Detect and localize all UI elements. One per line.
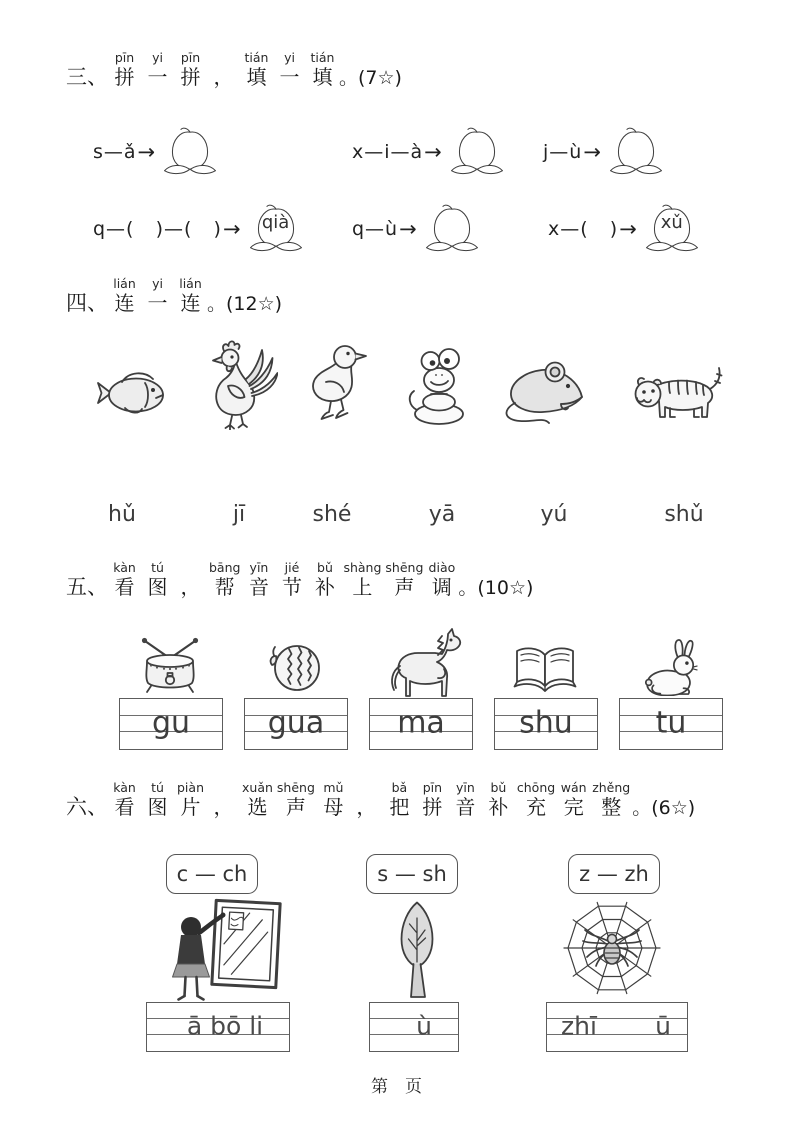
initial-options[interactable]: z — zh: [568, 854, 660, 894]
rabbit-icon: [641, 638, 699, 696]
ruby-char: chōng 充: [516, 780, 556, 819]
syllable-text: tu: [655, 705, 687, 741]
ruby-char: piàn 片: [177, 780, 204, 819]
answer-writing-grid[interactable]: [369, 1002, 459, 1052]
spider-web-icon: [560, 898, 665, 1001]
picture-tree: [382, 900, 452, 1004]
syllable-text: gua: [267, 705, 325, 741]
answer-text: ù: [416, 1011, 432, 1041]
blend-item: [93, 197, 310, 261]
section3-score: 。(7☆): [339, 67, 402, 89]
section6-title: [66, 780, 695, 821]
match-word[interactable]: jī: [232, 502, 246, 527]
animal-duck[interactable]: [308, 342, 368, 432]
section6-title-text: [108, 780, 632, 821]
syllable-text: shu: [519, 705, 573, 741]
peach-icon: [602, 122, 670, 182]
ruby-char: xuǎn 选: [242, 780, 273, 819]
ruby-char: kàn 看: [113, 780, 136, 819]
peach-answer-blank[interactable]: [638, 199, 706, 259]
match-word[interactable]: yú: [540, 502, 568, 527]
ruby-char: bǔ 补: [314, 560, 335, 599]
match-word[interactable]: shé: [312, 502, 352, 527]
ruby-char: shēng 声: [385, 560, 424, 599]
blend-label: j—ù: [543, 141, 583, 163]
ruby-char: lián 连: [179, 276, 202, 315]
peach-answer-text: xǔ: [660, 212, 683, 233]
section3-title: [66, 50, 402, 91]
ruby-char: ，: [213, 67, 234, 89]
tone-writing-grid[interactable]: [494, 698, 598, 750]
answer-text: [561, 1012, 671, 1041]
animal-tiger[interactable]: [628, 356, 723, 430]
initial-options[interactable]: c — ch: [166, 854, 258, 894]
snake-icon: [406, 346, 472, 428]
ruby-char: wán 完: [560, 780, 587, 819]
tone-writing-grid[interactable]: [119, 698, 223, 750]
animal-fish[interactable]: [95, 365, 167, 425]
picture-book: [513, 644, 577, 700]
syllable-text: ma: [397, 705, 445, 741]
ruby-char: mǔ 母: [323, 780, 344, 819]
picture-drum: [138, 636, 202, 698]
ruby-char: tián 填: [310, 50, 335, 89]
animal-snake[interactable]: [406, 346, 472, 432]
section3-title-text: [108, 50, 339, 91]
ruby-char: yīn 音: [455, 780, 476, 819]
peach-answer-blank[interactable]: [602, 122, 670, 182]
ruby-char: lián 连: [113, 276, 136, 315]
arrow-icon: →: [583, 140, 601, 164]
ruby-char: yi 一: [147, 276, 168, 315]
peach-answer-blank[interactable]: [443, 122, 511, 182]
ruby-char: tián 填: [244, 50, 269, 89]
blend-item: [543, 120, 670, 184]
answer-text: ā bō li: [186, 1011, 264, 1041]
ruby-char: ，: [180, 577, 201, 599]
arrow-icon: →: [399, 217, 417, 241]
match-word[interactable]: hǔ: [108, 502, 136, 527]
match-word[interactable]: shǔ: [664, 502, 704, 527]
blend-item: [93, 120, 224, 184]
tone-writing-grid[interactable]: [369, 698, 473, 750]
drum-icon: [138, 636, 202, 694]
peach-icon: [156, 122, 224, 182]
tone-writing-grid[interactable]: [619, 698, 723, 750]
match-word[interactable]: yā: [428, 502, 456, 527]
blend-label: s—ǎ: [93, 141, 137, 163]
peach-answer-blank[interactable]: [418, 199, 486, 259]
animal-mouse[interactable]: [498, 356, 590, 430]
ruby-char: pīn 拼: [114, 50, 135, 89]
arrow-icon: →: [222, 217, 241, 241]
ruby-char: yi 一: [279, 50, 300, 89]
section6-number: 六、: [66, 795, 108, 819]
fish-icon: [95, 365, 167, 421]
ruby-char: pīn 拼: [180, 50, 201, 89]
syllable-text: gu: [151, 705, 191, 741]
ruby-char: tú 图: [147, 780, 168, 819]
book-icon: [513, 644, 577, 696]
ruby-char: yīn 音: [248, 560, 269, 599]
section5-title-text: [108, 560, 458, 601]
animal-rooster[interactable]: [200, 338, 278, 434]
child-wiping-glass-icon: [162, 898, 297, 1003]
answer-right: ū: [655, 1011, 671, 1041]
arrow-icon: →: [619, 217, 637, 241]
peach-answer-text: qià: [261, 212, 290, 233]
blend-label: x—i—à: [352, 141, 424, 163]
ruby-char: pīn 拼: [422, 780, 443, 819]
ruby-char: shàng 上: [343, 560, 382, 599]
ruby-char: ，: [356, 797, 377, 819]
arrow-icon: →: [424, 140, 442, 164]
blend-item: [352, 197, 486, 261]
ruby-char: kàn 看: [113, 560, 136, 599]
mouse-icon: [498, 356, 590, 426]
ruby-char: tú 图: [147, 560, 168, 599]
ruby-char: bǎ 把: [389, 780, 410, 819]
page-footer: 第 页: [371, 1077, 422, 1096]
ruby-char: diào 调: [428, 560, 456, 599]
answer-writing-grid[interactable]: [146, 1002, 290, 1052]
picture-child-wiping-glass: [162, 898, 297, 1007]
peach-icon: [418, 199, 486, 259]
section5-title: [66, 560, 533, 601]
peach-icon: [443, 122, 511, 182]
blend-label: q—ù: [352, 218, 399, 240]
section4-score: 。(12☆): [207, 293, 283, 315]
peach-answer-blank[interactable]: [242, 199, 310, 259]
rooster-icon: [200, 338, 278, 430]
section6-score: 。(6☆): [632, 797, 696, 819]
initial-options[interactable]: s — sh: [366, 854, 458, 894]
ruby-char: shēng 声: [276, 780, 315, 819]
tree-icon: [382, 900, 452, 1000]
section5-number: 五、: [66, 575, 108, 599]
picture-rabbit: [641, 638, 699, 700]
ruby-char: zhěng 整: [592, 780, 631, 819]
ruby-char: bāng 帮: [209, 560, 241, 599]
horse-icon: [380, 626, 462, 700]
blend-label: x—( ): [548, 218, 619, 240]
section4-title-text: [108, 276, 207, 317]
picture-spider-web: [560, 898, 665, 1005]
picture-horse: [380, 626, 462, 704]
arrow-icon: →: [137, 140, 156, 164]
ruby-char: jié 节: [281, 560, 302, 599]
ruby-char: yi 一: [147, 50, 168, 89]
duck-icon: [308, 342, 368, 428]
peach-answer-blank[interactable]: [156, 122, 224, 182]
section3-number: 三、: [66, 65, 108, 89]
picture-watermelon: [268, 640, 322, 698]
ruby-char: bǔ 补: [488, 780, 509, 819]
watermelon-icon: [268, 640, 322, 694]
section4-title: [66, 276, 282, 317]
tiger-icon: [628, 356, 723, 426]
ruby-char: ，: [213, 797, 234, 819]
answer-left: zhī: [561, 1011, 597, 1041]
answer-writing-grid[interactable]: [546, 1002, 688, 1052]
tone-writing-grid[interactable]: [244, 698, 348, 750]
blend-item: [352, 120, 511, 184]
blend-item: [548, 197, 706, 261]
blend-label: q—( )—( ): [93, 218, 222, 240]
section4-number: 四、: [66, 291, 108, 315]
section5-score: 。(10☆): [458, 577, 534, 599]
